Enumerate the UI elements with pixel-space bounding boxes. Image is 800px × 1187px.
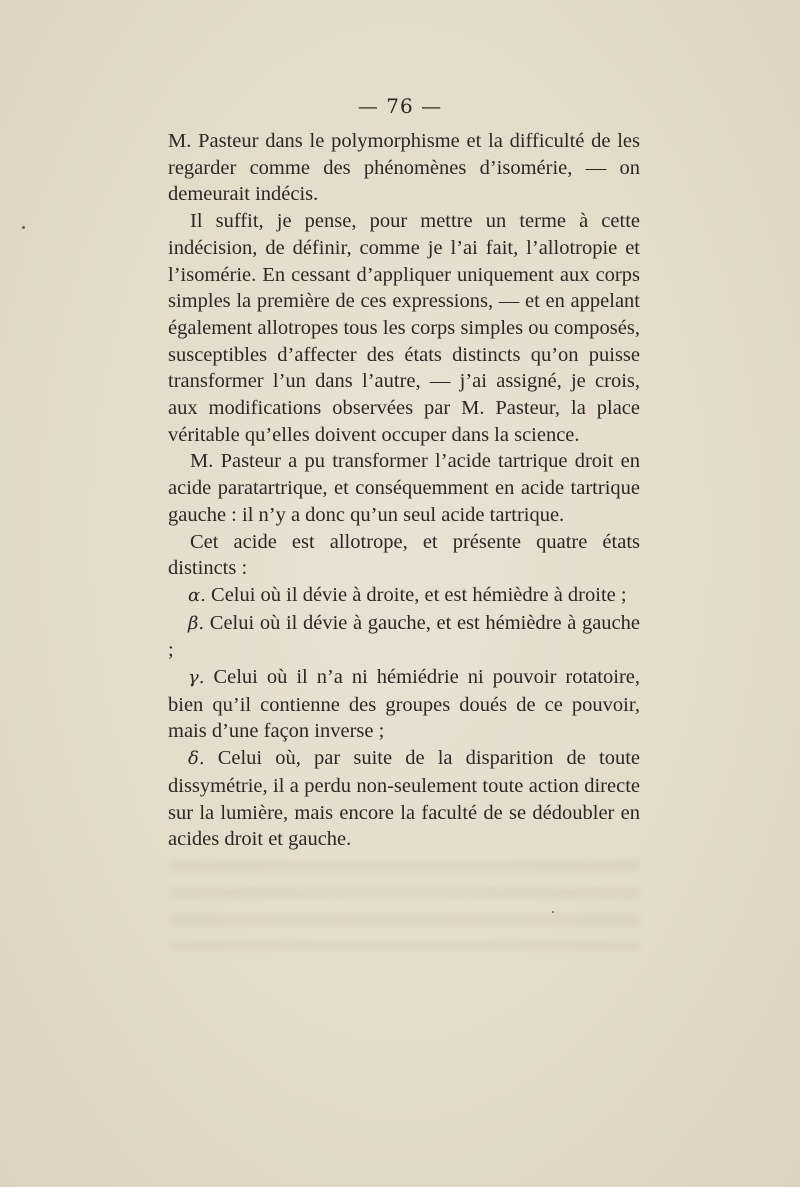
state-delta xyxy=(168,745,640,853)
paragraph-four-states: Cet acide est allotrope, et présente quatre états distincts : xyxy=(168,530,640,580)
paragraph-transformation: M. Pasteur a pu transformer l’acide tartrique droit en acide paratartrique, et conséquemment en acide tartrique gauche : il n’y a donc qu’un seul acide tartrique. xyxy=(168,450,640,526)
state-label: α. xyxy=(188,584,206,606)
show-through-bleed xyxy=(170,860,640,950)
paragraph-definition: Il suffit, je pense, pour mettre un terme à cette indécision, de définir, comme je l’ai fait, l’allotropie et l’isomérie. En cessant d’appliquer uniquement aux corps simples la première de ces expressions, — et en appelant également allotropes tous les corps simples ou composés, susceptibles d’affecter des états distincts qu’on puisse transformer l’un dans l’autre, — j’ai assigné, je crois, aux modifications observées par M. Pasteur, la place véritable qu’elles doivent occuper dans la science. xyxy=(168,210,640,446)
state-alpha xyxy=(168,582,640,610)
paper-speck xyxy=(552,911,554,913)
state-beta xyxy=(168,610,640,664)
state-label: δ. xyxy=(188,748,205,770)
page-number: — 76 — xyxy=(357,94,443,118)
state-label: γ. xyxy=(188,667,205,689)
state-text: Celui où, par suite de la disparition de toute dissymétrie, il a perdu non-seulement toute action directe sur la lumière, mais encore la faculté de se dédoubler en acides droit et gauche. xyxy=(168,747,640,851)
paragraph-continuation: M. Pasteur dans le polymorphisme et la difficulté de les regarder comme des phénomènes d’isomérie, — on demeurait indécis. xyxy=(168,130,640,206)
state-text: Celui où il n’a ni hémiédrie ni pouvoir rotatoire, bien qu’il contienne des groupes doués de ce pouvoir, mais d’une façon inverse ; xyxy=(168,666,640,743)
body-text xyxy=(168,128,640,853)
state-text: Celui où il dévie à gauche, et est hémièdre à gauche ; xyxy=(168,611,641,662)
state-label: β. xyxy=(188,612,205,634)
state-text: Celui où il dévie à droite, et est hémièdre à droite ; xyxy=(211,583,627,606)
state-gamma xyxy=(168,664,640,745)
paper-speck xyxy=(22,226,25,229)
